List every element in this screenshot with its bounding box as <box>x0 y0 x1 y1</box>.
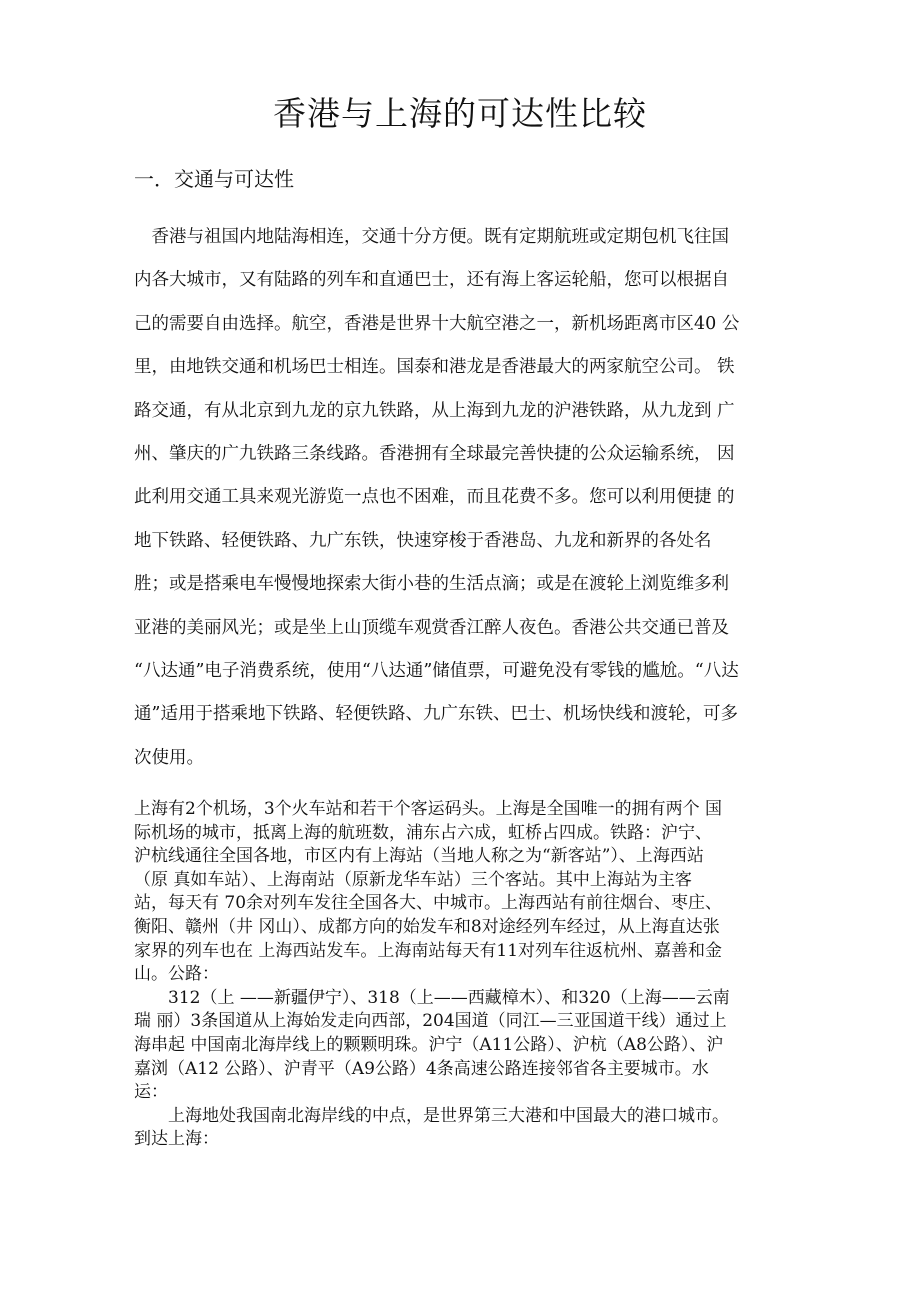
text-line: 上海有2个机场，3个火车站和若干个客运码头。上海是全国唯一的拥有两个 国 <box>134 799 723 819</box>
text-line: 沪杭线通往全国各地，市区内有上海站（当地人称之为“新客站”）、上海西站 <box>134 846 704 867</box>
section-heading: 一．交通与可达性 <box>134 167 294 191</box>
text-line: 亚港的美丽风光；或是坐上山顶缆车观赏香江醉人夜色。香港公共交通已普及 <box>134 617 729 638</box>
text-line: 次使用。 <box>134 747 204 768</box>
text-line: （原 真如车站）、上海南站（原新龙华车站）三个客站。其中上海站为主客 <box>134 869 692 890</box>
text-line: 己的需要自由选择。航空，香港是世界十大航空港之一，新机场距离市区40 公 <box>134 313 740 334</box>
text-line: 家界的列车也在 上海西站发车。上海南站每天有11对列车往返杭州、嘉善和金 <box>134 940 723 961</box>
paragraph-shanghai <box>134 798 784 1152</box>
text-line: 胜；或是搭乘电车慢慢地探索大街小巷的生活点滴；或是在渡轮上浏览维多利 <box>134 574 729 595</box>
text-line: 衡阳、赣州（井 冈山）、成都方向的始发车和8对途经列车经过，从上海直达张 <box>134 916 720 937</box>
text-line: 瑞 丽）3条国道从上海始发走向西部，204国道（同江—三亚国道干线）通过上 <box>134 1011 727 1032</box>
text-line: 到达上海： <box>134 1129 219 1150</box>
text-line: 通”适用于搭乘地下铁路、轻便铁路、九广东铁、巴士、机场快线和渡轮，可多 <box>134 704 738 725</box>
text-line: 里，由地铁交通和机场巴士相连。国泰和港龙是香港最大的两家航空公司。 铁 <box>134 357 735 378</box>
text-line: 路交通，有从北京到九龙的京九铁路，从上海到九龙的沪港铁路，从九龙到 广 <box>134 400 735 421</box>
text-line: 山。公路： <box>134 964 219 985</box>
text-line: 香港与祖国内地陆海相连，交通十分方便。既有定期航班或定期包机飞往国 <box>134 227 729 247</box>
text-line: 内各大城市，又有陆路的列车和直通巴士，还有海上客运轮船，您可以根据自 <box>134 270 729 291</box>
text-line: 州、肇庆的广九铁路三条线路。香港拥有全球最完善快捷的公众运输系统， 因 <box>134 443 735 464</box>
text-line: 上海地处我国南北海岸线的中点，是世界第三大港和中国最大的港口城市。 <box>134 1105 729 1126</box>
text-line: 海串起 中国南北海岸线上的颗颗明珠。沪宁（A11公路）、沪杭（A8公路）、沪 <box>134 1034 724 1055</box>
text-line: 此利用交通工具来观光游览一点也不困难，而且花费不多。您可以利用便捷 的 <box>134 487 735 508</box>
text-line: 地下铁路、轻便铁路、九广东铁，快速穿梭于香港岛、九龙和新界的各处名 <box>134 530 712 551</box>
text-line: 312（上 ——新疆伊宁）、318（上——西藏樟木）、和320（上海——云南 <box>134 987 730 1008</box>
text-line: 站，每天有 70余对列车发往全国各大、中城市。上海西站有前往烟台、枣庄、 <box>134 893 723 914</box>
document-title: 香港与上海的可达性比较 <box>273 94 647 133</box>
text-line: 运： <box>134 1082 168 1103</box>
paragraph-hong-kong <box>134 222 784 786</box>
text-line: 嘉浏（A12 公路）、沪青平（A9公路）4条高速公路连接邻省各主要城市。水 <box>134 1058 709 1079</box>
text-line: “八达通”电子消费系统，使用“八达通”储值票，可避免没有零钱的尴尬。“八达 <box>134 660 739 681</box>
text-line: 际机场的城市，抵离上海的航班数，浦东占六成，虹桥占四成。铁路：沪宁、 <box>134 822 712 843</box>
